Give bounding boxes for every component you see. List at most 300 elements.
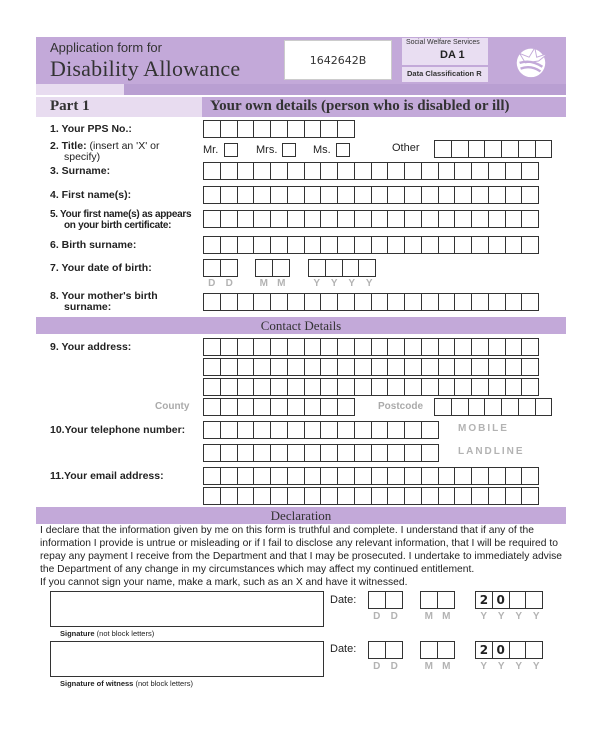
char-box[interactable] bbox=[421, 378, 439, 396]
char-box[interactable] bbox=[237, 210, 255, 228]
char-box[interactable] bbox=[320, 358, 338, 376]
char-box[interactable] bbox=[368, 591, 386, 609]
address-line-3-input[interactable] bbox=[203, 378, 539, 396]
char-box[interactable] bbox=[287, 398, 305, 416]
char-box[interactable] bbox=[471, 378, 489, 396]
char-box[interactable] bbox=[421, 186, 439, 204]
char-box[interactable] bbox=[471, 210, 489, 228]
char-box[interactable] bbox=[471, 293, 489, 311]
char-box[interactable] bbox=[518, 398, 536, 416]
char-box[interactable] bbox=[421, 210, 439, 228]
pps-input[interactable] bbox=[203, 120, 355, 138]
char-box[interactable] bbox=[421, 467, 439, 485]
char-box[interactable] bbox=[371, 358, 389, 376]
char-box[interactable] bbox=[220, 259, 238, 277]
char-box[interactable] bbox=[220, 120, 238, 138]
char-box[interactable] bbox=[505, 358, 523, 376]
char-box[interactable] bbox=[253, 338, 271, 356]
char-box[interactable] bbox=[220, 338, 238, 356]
char-box[interactable] bbox=[270, 358, 288, 376]
char-box[interactable] bbox=[535, 398, 553, 416]
char-box[interactable] bbox=[304, 120, 322, 138]
char-box[interactable] bbox=[404, 210, 422, 228]
witness-date-year-input[interactable] bbox=[475, 641, 543, 659]
birth-cert-name-input[interactable] bbox=[203, 210, 539, 228]
char-box[interactable] bbox=[253, 378, 271, 396]
char-box[interactable] bbox=[270, 398, 288, 416]
char-box[interactable] bbox=[237, 444, 255, 462]
char-box[interactable] bbox=[468, 398, 486, 416]
char-box[interactable] bbox=[505, 186, 523, 204]
char-box[interactable] bbox=[203, 421, 221, 439]
char-box[interactable] bbox=[320, 162, 338, 180]
char-box[interactable] bbox=[437, 641, 455, 659]
char-box[interactable] bbox=[237, 162, 255, 180]
char-box[interactable] bbox=[471, 236, 489, 254]
char-box[interactable] bbox=[521, 162, 539, 180]
char-box[interactable] bbox=[287, 338, 305, 356]
char-box[interactable] bbox=[488, 293, 506, 311]
char-box[interactable] bbox=[438, 210, 456, 228]
char-box[interactable] bbox=[387, 186, 405, 204]
char-box[interactable] bbox=[387, 236, 405, 254]
char-box[interactable] bbox=[438, 338, 456, 356]
char-box[interactable] bbox=[253, 162, 271, 180]
char-box[interactable] bbox=[371, 467, 389, 485]
char-box[interactable] bbox=[434, 140, 452, 158]
char-box[interactable] bbox=[320, 487, 338, 505]
char-box[interactable] bbox=[237, 120, 255, 138]
first-names-input[interactable] bbox=[203, 186, 539, 204]
char-box[interactable] bbox=[287, 236, 305, 254]
char-box[interactable] bbox=[387, 444, 405, 462]
char-box[interactable] bbox=[454, 186, 472, 204]
char-box[interactable] bbox=[454, 162, 472, 180]
char-box[interactable] bbox=[421, 358, 439, 376]
char-box[interactable] bbox=[203, 293, 221, 311]
char-box[interactable] bbox=[320, 210, 338, 228]
char-box[interactable] bbox=[253, 293, 271, 311]
char-box[interactable] bbox=[320, 467, 338, 485]
char-box[interactable] bbox=[404, 162, 422, 180]
char-box[interactable] bbox=[270, 236, 288, 254]
char-box[interactable]: 0 bbox=[492, 591, 510, 609]
char-box[interactable] bbox=[387, 378, 405, 396]
char-box[interactable] bbox=[371, 210, 389, 228]
char-box[interactable] bbox=[237, 421, 255, 439]
char-box[interactable] bbox=[287, 358, 305, 376]
char-box[interactable] bbox=[237, 467, 255, 485]
char-box[interactable] bbox=[325, 259, 343, 277]
char-box[interactable] bbox=[337, 186, 355, 204]
char-box[interactable] bbox=[404, 186, 422, 204]
char-box[interactable] bbox=[220, 162, 238, 180]
char-box[interactable] bbox=[320, 338, 338, 356]
char-box[interactable] bbox=[203, 186, 221, 204]
char-box[interactable] bbox=[287, 421, 305, 439]
char-box[interactable] bbox=[488, 338, 506, 356]
char-box[interactable] bbox=[287, 186, 305, 204]
char-box[interactable] bbox=[371, 338, 389, 356]
char-box[interactable] bbox=[287, 444, 305, 462]
char-box[interactable] bbox=[525, 591, 543, 609]
char-box[interactable] bbox=[484, 398, 502, 416]
char-box[interactable] bbox=[371, 487, 389, 505]
char-box[interactable] bbox=[203, 358, 221, 376]
char-box[interactable] bbox=[237, 358, 255, 376]
char-box[interactable] bbox=[287, 210, 305, 228]
title-ms-checkbox[interactable] bbox=[336, 143, 350, 157]
char-box[interactable] bbox=[501, 140, 519, 158]
char-box[interactable] bbox=[287, 293, 305, 311]
char-box[interactable] bbox=[387, 293, 405, 311]
char-box[interactable] bbox=[451, 140, 469, 158]
char-box[interactable] bbox=[337, 378, 355, 396]
char-box[interactable] bbox=[454, 293, 472, 311]
char-box[interactable] bbox=[421, 444, 439, 462]
char-box[interactable] bbox=[253, 487, 271, 505]
char-box[interactable] bbox=[354, 210, 372, 228]
char-box[interactable]: 0 bbox=[492, 641, 510, 659]
char-box[interactable] bbox=[387, 162, 405, 180]
char-box[interactable] bbox=[488, 186, 506, 204]
char-box[interactable] bbox=[304, 210, 322, 228]
char-box[interactable] bbox=[337, 398, 355, 416]
county-input[interactable] bbox=[203, 398, 355, 416]
signature-box[interactable] bbox=[50, 591, 324, 627]
title-other-input[interactable] bbox=[434, 140, 552, 158]
char-box[interactable] bbox=[253, 358, 271, 376]
char-box[interactable] bbox=[337, 210, 355, 228]
char-box[interactable] bbox=[287, 467, 305, 485]
signature-date-day-input[interactable] bbox=[368, 591, 403, 609]
char-box[interactable] bbox=[404, 444, 422, 462]
char-box[interactable] bbox=[203, 378, 221, 396]
char-box[interactable] bbox=[304, 398, 322, 416]
char-box[interactable] bbox=[337, 338, 355, 356]
char-box[interactable] bbox=[203, 487, 221, 505]
char-box[interactable] bbox=[220, 358, 238, 376]
char-box[interactable] bbox=[518, 140, 536, 158]
postcode-input[interactable] bbox=[434, 398, 552, 416]
char-box[interactable] bbox=[354, 421, 372, 439]
char-box[interactable] bbox=[438, 358, 456, 376]
witness-date-day-input[interactable] bbox=[368, 641, 403, 659]
char-box[interactable] bbox=[320, 421, 338, 439]
char-box[interactable] bbox=[371, 444, 389, 462]
char-box[interactable] bbox=[387, 358, 405, 376]
char-box[interactable] bbox=[354, 293, 372, 311]
address-line-1-input[interactable] bbox=[203, 338, 539, 356]
char-box[interactable] bbox=[454, 210, 472, 228]
char-box[interactable] bbox=[505, 162, 523, 180]
char-box[interactable] bbox=[438, 186, 456, 204]
char-box[interactable] bbox=[287, 487, 305, 505]
witness-signature-box[interactable] bbox=[50, 641, 324, 677]
char-box[interactable] bbox=[320, 444, 338, 462]
char-box[interactable] bbox=[203, 467, 221, 485]
char-box[interactable] bbox=[237, 398, 255, 416]
char-box[interactable] bbox=[270, 467, 288, 485]
char-box[interactable] bbox=[468, 140, 486, 158]
char-box[interactable] bbox=[304, 444, 322, 462]
char-box[interactable] bbox=[320, 236, 338, 254]
char-box[interactable] bbox=[220, 398, 238, 416]
char-box[interactable] bbox=[535, 140, 553, 158]
char-box[interactable] bbox=[287, 120, 305, 138]
char-box[interactable] bbox=[337, 120, 355, 138]
char-box[interactable] bbox=[371, 421, 389, 439]
char-box[interactable] bbox=[371, 162, 389, 180]
char-box[interactable] bbox=[203, 210, 221, 228]
char-box[interactable] bbox=[337, 358, 355, 376]
char-box[interactable] bbox=[354, 444, 372, 462]
char-box[interactable] bbox=[385, 641, 403, 659]
char-box[interactable] bbox=[521, 338, 539, 356]
char-box[interactable] bbox=[220, 210, 238, 228]
char-box[interactable] bbox=[270, 487, 288, 505]
char-box[interactable] bbox=[253, 398, 271, 416]
char-box[interactable] bbox=[354, 162, 372, 180]
char-box[interactable] bbox=[421, 236, 439, 254]
char-box[interactable] bbox=[287, 162, 305, 180]
char-box[interactable] bbox=[337, 421, 355, 439]
char-box[interactable] bbox=[220, 186, 238, 204]
signature-date-month-input[interactable] bbox=[420, 591, 455, 609]
char-box[interactable] bbox=[371, 293, 389, 311]
char-box[interactable] bbox=[509, 591, 527, 609]
char-box[interactable] bbox=[237, 338, 255, 356]
char-box[interactable] bbox=[304, 421, 322, 439]
char-box[interactable] bbox=[451, 398, 469, 416]
char-box[interactable] bbox=[501, 398, 519, 416]
char-box[interactable] bbox=[434, 398, 452, 416]
char-box[interactable] bbox=[420, 591, 438, 609]
char-box[interactable] bbox=[354, 338, 372, 356]
char-box[interactable] bbox=[253, 210, 271, 228]
dob-year-input[interactable] bbox=[308, 259, 376, 277]
char-box[interactable] bbox=[337, 293, 355, 311]
char-box[interactable] bbox=[525, 641, 543, 659]
char-box[interactable] bbox=[454, 236, 472, 254]
char-box[interactable] bbox=[253, 186, 271, 204]
char-box[interactable] bbox=[270, 444, 288, 462]
char-box[interactable] bbox=[287, 378, 305, 396]
char-box[interactable] bbox=[488, 162, 506, 180]
char-box[interactable] bbox=[438, 467, 456, 485]
char-box[interactable] bbox=[404, 236, 422, 254]
char-box[interactable] bbox=[203, 259, 221, 277]
char-box[interactable] bbox=[337, 162, 355, 180]
char-box[interactable] bbox=[237, 487, 255, 505]
char-box[interactable] bbox=[203, 398, 221, 416]
char-box[interactable]: 2 bbox=[475, 641, 493, 659]
char-box[interactable] bbox=[354, 236, 372, 254]
char-box[interactable] bbox=[387, 487, 405, 505]
char-box[interactable] bbox=[337, 444, 355, 462]
char-box[interactable] bbox=[438, 378, 456, 396]
char-box[interactable] bbox=[371, 378, 389, 396]
char-box[interactable] bbox=[220, 378, 238, 396]
signature-date-year-input[interactable] bbox=[475, 591, 543, 609]
char-box[interactable] bbox=[484, 140, 502, 158]
char-box[interactable] bbox=[308, 259, 326, 277]
char-box[interactable] bbox=[404, 358, 422, 376]
char-box[interactable] bbox=[387, 210, 405, 228]
char-box[interactable] bbox=[521, 210, 539, 228]
char-box[interactable] bbox=[488, 378, 506, 396]
char-box[interactable] bbox=[304, 378, 322, 396]
char-box[interactable] bbox=[320, 120, 338, 138]
mobile-input[interactable] bbox=[203, 421, 439, 439]
char-box[interactable] bbox=[421, 421, 439, 439]
char-box[interactable] bbox=[438, 487, 456, 505]
char-box[interactable] bbox=[404, 467, 422, 485]
char-box[interactable] bbox=[220, 236, 238, 254]
char-box[interactable] bbox=[421, 487, 439, 505]
char-box[interactable] bbox=[337, 467, 355, 485]
char-box[interactable] bbox=[270, 186, 288, 204]
char-box[interactable] bbox=[488, 236, 506, 254]
char-box[interactable] bbox=[237, 293, 255, 311]
char-box[interactable] bbox=[404, 378, 422, 396]
char-box[interactable] bbox=[253, 444, 271, 462]
char-box[interactable] bbox=[304, 467, 322, 485]
char-box[interactable] bbox=[253, 421, 271, 439]
char-box[interactable] bbox=[237, 378, 255, 396]
char-box[interactable] bbox=[454, 467, 472, 485]
char-box[interactable] bbox=[387, 421, 405, 439]
char-box[interactable] bbox=[505, 210, 523, 228]
char-box[interactable] bbox=[220, 467, 238, 485]
char-box[interactable] bbox=[421, 162, 439, 180]
char-box[interactable] bbox=[404, 487, 422, 505]
char-box[interactable] bbox=[438, 236, 456, 254]
char-box[interactable] bbox=[505, 467, 523, 485]
address-line-2-input[interactable] bbox=[203, 358, 539, 376]
char-box[interactable] bbox=[255, 259, 273, 277]
mother-surname-input[interactable] bbox=[203, 293, 539, 311]
char-box[interactable] bbox=[404, 421, 422, 439]
char-box[interactable] bbox=[471, 186, 489, 204]
char-box[interactable] bbox=[342, 259, 360, 277]
char-box[interactable] bbox=[521, 186, 539, 204]
birth-surname-input[interactable] bbox=[203, 236, 539, 254]
char-box[interactable] bbox=[371, 186, 389, 204]
char-box[interactable] bbox=[505, 293, 523, 311]
char-box[interactable] bbox=[270, 120, 288, 138]
char-box[interactable] bbox=[488, 210, 506, 228]
char-box[interactable] bbox=[358, 259, 376, 277]
char-box[interactable] bbox=[505, 487, 523, 505]
char-box[interactable] bbox=[320, 293, 338, 311]
char-box[interactable] bbox=[421, 293, 439, 311]
char-box[interactable] bbox=[404, 338, 422, 356]
char-box[interactable] bbox=[521, 293, 539, 311]
char-box[interactable] bbox=[471, 487, 489, 505]
char-box[interactable] bbox=[220, 487, 238, 505]
title-mrs-checkbox[interactable] bbox=[282, 143, 296, 157]
char-box[interactable] bbox=[304, 236, 322, 254]
char-box[interactable] bbox=[270, 338, 288, 356]
char-box[interactable] bbox=[521, 358, 539, 376]
char-box[interactable] bbox=[454, 487, 472, 505]
char-box[interactable] bbox=[304, 186, 322, 204]
char-box[interactable] bbox=[253, 467, 271, 485]
char-box[interactable] bbox=[421, 338, 439, 356]
char-box[interactable]: 2 bbox=[475, 591, 493, 609]
char-box[interactable] bbox=[304, 358, 322, 376]
email-line-2-input[interactable] bbox=[203, 487, 539, 505]
char-box[interactable] bbox=[471, 467, 489, 485]
char-box[interactable] bbox=[521, 236, 539, 254]
char-box[interactable] bbox=[304, 487, 322, 505]
char-box[interactable] bbox=[320, 378, 338, 396]
char-box[interactable] bbox=[203, 236, 221, 254]
char-box[interactable] bbox=[387, 467, 405, 485]
char-box[interactable] bbox=[385, 591, 403, 609]
char-box[interactable] bbox=[471, 358, 489, 376]
char-box[interactable] bbox=[253, 236, 271, 254]
char-box[interactable] bbox=[488, 358, 506, 376]
title-mr-checkbox[interactable] bbox=[224, 143, 238, 157]
char-box[interactable] bbox=[337, 487, 355, 505]
char-box[interactable] bbox=[337, 236, 355, 254]
char-box[interactable] bbox=[354, 487, 372, 505]
char-box[interactable] bbox=[237, 236, 255, 254]
char-box[interactable] bbox=[505, 236, 523, 254]
witness-date-month-input[interactable] bbox=[420, 641, 455, 659]
char-box[interactable] bbox=[203, 444, 221, 462]
char-box[interactable] bbox=[270, 378, 288, 396]
char-box[interactable] bbox=[270, 210, 288, 228]
char-box[interactable] bbox=[454, 338, 472, 356]
char-box[interactable] bbox=[220, 421, 238, 439]
char-box[interactable] bbox=[471, 162, 489, 180]
char-box[interactable] bbox=[270, 421, 288, 439]
char-box[interactable] bbox=[253, 120, 271, 138]
char-box[interactable] bbox=[454, 358, 472, 376]
char-box[interactable] bbox=[438, 162, 456, 180]
char-box[interactable] bbox=[354, 467, 372, 485]
char-box[interactable] bbox=[420, 641, 438, 659]
char-box[interactable] bbox=[505, 378, 523, 396]
char-box[interactable] bbox=[521, 487, 539, 505]
char-box[interactable] bbox=[270, 162, 288, 180]
char-box[interactable] bbox=[509, 641, 527, 659]
char-box[interactable] bbox=[203, 120, 221, 138]
char-box[interactable] bbox=[404, 293, 422, 311]
char-box[interactable] bbox=[387, 338, 405, 356]
char-box[interactable] bbox=[521, 378, 539, 396]
char-box[interactable] bbox=[270, 293, 288, 311]
char-box[interactable] bbox=[220, 293, 238, 311]
char-box[interactable] bbox=[320, 186, 338, 204]
char-box[interactable] bbox=[320, 398, 338, 416]
char-box[interactable] bbox=[488, 467, 506, 485]
surname-input[interactable] bbox=[203, 162, 539, 180]
char-box[interactable] bbox=[304, 162, 322, 180]
email-line-1-input[interactable] bbox=[203, 467, 539, 485]
dob-month-input[interactable] bbox=[255, 259, 290, 277]
char-box[interactable] bbox=[304, 293, 322, 311]
char-box[interactable] bbox=[454, 378, 472, 396]
char-box[interactable] bbox=[438, 293, 456, 311]
char-box[interactable] bbox=[354, 378, 372, 396]
char-box[interactable] bbox=[368, 641, 386, 659]
char-box[interactable] bbox=[272, 259, 290, 277]
char-box[interactable] bbox=[471, 338, 489, 356]
